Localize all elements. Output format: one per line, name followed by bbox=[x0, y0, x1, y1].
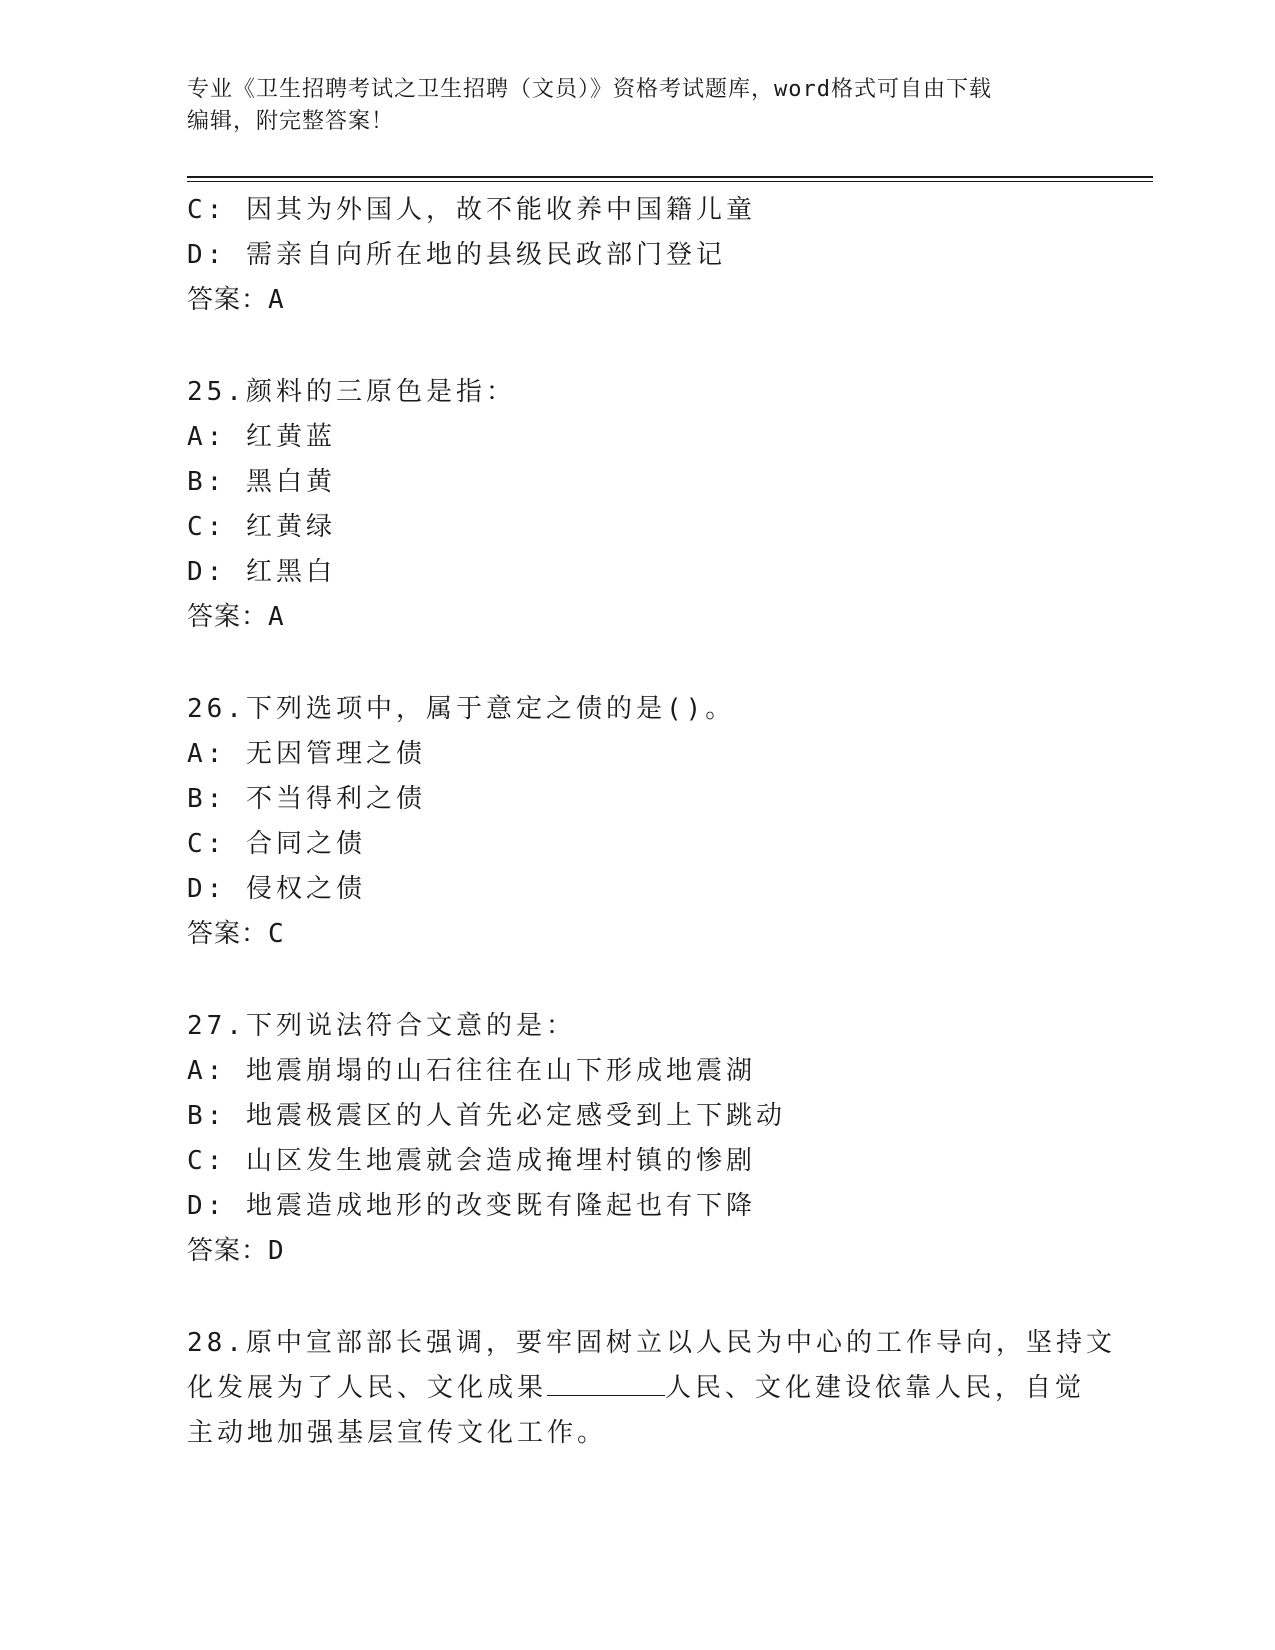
question-24-option-c: C: 因其为外国人，故不能收养中国籍儿童 bbox=[187, 195, 756, 225]
question-26-answer bbox=[187, 912, 1087, 957]
question-28-text-after-blank: 人民、文化建设依靠人民，自觉 bbox=[665, 1373, 1086, 1403]
header-divider-thin bbox=[187, 181, 1153, 182]
header-line-1: 专业《卫生招聘考试之卫生招聘（文员）》资格考试题库，word格式可自由下载 bbox=[187, 77, 992, 102]
answer-label: 答案： bbox=[187, 1236, 269, 1266]
document-header bbox=[187, 74, 1087, 138]
question-27-answer bbox=[187, 1229, 1087, 1274]
question-25-option-a: A: 红黄蓝 bbox=[187, 422, 336, 452]
question-25-block bbox=[187, 370, 1087, 640]
question-25-option-d: D: 红黑白 bbox=[187, 557, 336, 587]
question-25-option-c: C: 红黄绿 bbox=[187, 512, 336, 542]
question-28-text-before-blank: 化发展为了人民、文化成果 bbox=[187, 1373, 548, 1403]
question-26-option-a: A: 无因管理之债 bbox=[187, 739, 426, 769]
question-26-option-b: B: 不当得利之债 bbox=[187, 784, 426, 814]
question-28-line-2 bbox=[187, 1366, 1086, 1411]
answer-value: D bbox=[268, 1236, 285, 1266]
question-28-block bbox=[187, 1321, 1116, 1456]
question-25-option-b: B: 黑白黄 bbox=[187, 467, 336, 497]
fill-in-blank bbox=[547, 1373, 665, 1396]
header-divider-thick bbox=[187, 176, 1153, 178]
question-27-option-c: C: 山区发生地震就会造成掩埋村镇的惨剧 bbox=[187, 1146, 756, 1176]
question-26-stem: 26.下列选项中，属于意定之债的是()。 bbox=[187, 694, 736, 724]
answer-value: A bbox=[268, 285, 285, 315]
question-27-block bbox=[187, 1004, 1087, 1274]
question-27-option-b: B: 地震极震区的人首先必定感受到上下跳动 bbox=[187, 1101, 786, 1131]
question-28-line-1: 28.原中宣部部长强调，要牢固树立以人民为中心的工作导向，坚持文 bbox=[187, 1328, 1116, 1358]
question-25-stem: 25.颜料的三原色是指： bbox=[187, 377, 516, 407]
answer-value: C bbox=[268, 919, 285, 949]
question-28-line-3: 主动地加强基层宣传文化工作。 bbox=[187, 1418, 608, 1448]
question-content bbox=[187, 188, 1116, 1456]
question-24-option-d: D: 需亲自向所在地的县级民政部门登记 bbox=[187, 240, 726, 270]
answer-label: 答案： bbox=[187, 919, 269, 949]
answer-label: 答案： bbox=[187, 285, 269, 315]
question-26-option-c: C: 合同之债 bbox=[187, 829, 366, 859]
question-24-block bbox=[187, 188, 1087, 323]
header-line-2: 编辑，附完整答案！ bbox=[187, 109, 395, 134]
question-27-option-d: D: 地震造成地形的改变既有隆起也有下降 bbox=[187, 1191, 756, 1221]
question-26-option-d: D: 侵权之债 bbox=[187, 874, 366, 904]
question-26-block bbox=[187, 687, 1087, 957]
question-25-answer bbox=[187, 595, 1087, 640]
answer-label: 答案： bbox=[187, 602, 269, 632]
question-27-stem: 27.下列说法符合文意的是： bbox=[187, 1011, 576, 1041]
question-24-answer bbox=[187, 278, 1087, 323]
answer-value: A bbox=[268, 602, 285, 632]
question-27-option-a: A: 地震崩塌的山石往往在山下形成地震湖 bbox=[187, 1056, 756, 1086]
